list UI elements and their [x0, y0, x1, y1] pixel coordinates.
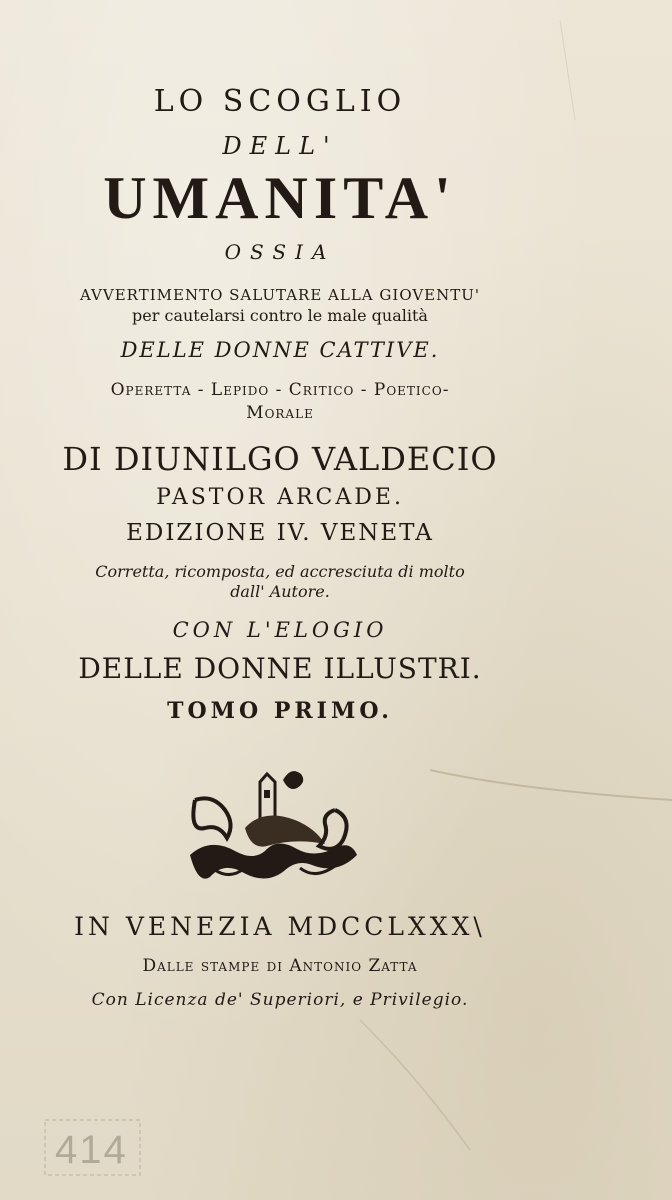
edition-note-line-1: Corretta, ricomposta, ed accresciuta di molto	[95, 562, 465, 581]
imprint-license: Con Licenza de' Superiori, e Privilegio.	[91, 990, 469, 1010]
author-title-line: PASTOR ARCADE.	[156, 485, 404, 510]
appendix-line-donne-illustri: DELLE DONNE ILLUSTRI.	[78, 652, 482, 685]
volume-line: TOMO PRIMO.	[167, 698, 393, 724]
edition-note-line-2: dall' Autore.	[230, 582, 330, 601]
edition-line: EDIZIONE IV. VENETA	[126, 520, 434, 546]
printers-device-icon	[185, 760, 360, 885]
appendix-line-elogio: CON L'ELOGIO	[172, 618, 388, 642]
title-line-lo-scoglio: LO SCOGLIO	[153, 84, 407, 119]
subtitle-line-per-cautelarsi: per cautelarsi contro le male qualità	[132, 306, 428, 325]
title-line-dell: DELL'	[222, 132, 338, 160]
genre-line-operetta: Operetta - Lepido - Critico - Poetico-	[110, 380, 450, 400]
subtitle-line-avvertimento: AVVERTIMENTO SALUTARE ALLA GIOVENTU'	[79, 286, 481, 304]
imprint-place-date: IN VENEZIA MDCCLXXX\	[74, 912, 486, 941]
pencil-shelfmark: 414	[55, 1128, 128, 1172]
imprint-printer: Dalle stampe di Antonio Zatta	[142, 956, 418, 976]
genre-line-morale: Morale	[246, 403, 314, 423]
subtitle-line-donne-cattive: DELLE DONNE CATTIVE.	[120, 338, 440, 362]
title-line-umanita: UMANITA'	[103, 165, 457, 231]
title-line-ossia: OSSIA	[224, 240, 336, 264]
author-line: DI DIUNILGO VALDECIO	[62, 440, 498, 478]
